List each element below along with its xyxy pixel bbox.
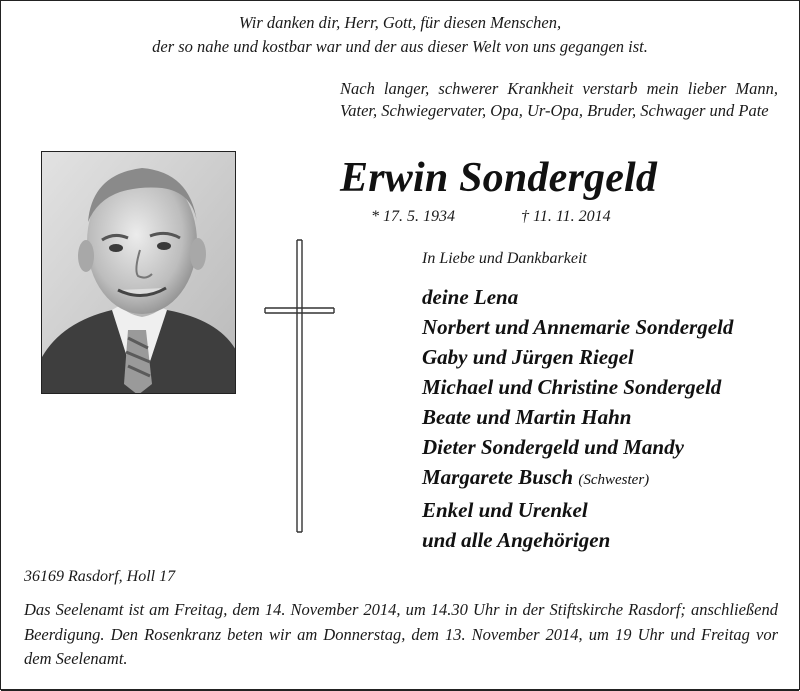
mourner: und alle Angehörigen xyxy=(422,528,611,552)
mourner-name: Margarete Busch xyxy=(422,465,574,489)
mourner: Dieter Sondergeld und Mandy xyxy=(422,435,684,459)
portrait-photo xyxy=(41,151,236,394)
mourner: deine Lena xyxy=(422,285,519,309)
death-date: † 11. 11. 2014 xyxy=(521,208,611,225)
mourner: Gaby und Jürgen Riegel xyxy=(422,345,634,369)
intro-line-1: Wir danken dir, Herr, Gott, für diesen Menschen, xyxy=(238,13,562,32)
cross-icon xyxy=(262,236,338,536)
mourner-note: (Schwester) xyxy=(578,472,650,488)
birth-date: * 17. 5. 1934 xyxy=(371,208,455,225)
deceased-name: Erwin Sondergeld xyxy=(340,155,658,201)
death-message: Nach langer, schwerer Krankheit verstarb mein lieber Mann, Vater, Schwiegervater, Opa, Ur-Opa, Bruder, Schwager und Pate xyxy=(340,79,778,120)
mourner: Norbert und Annemarie Sondergeld xyxy=(422,315,734,339)
mourners-list xyxy=(422,282,733,555)
family-address: 36169 Rasdorf, Holl 17 xyxy=(24,568,176,585)
mourner-sister xyxy=(422,462,733,495)
service-info: Das Seelenamt ist am Freitag, dem 14. November 2014, um 14.30 Uhr in der Stiftskirche Rasdorf; anschließend Beerdigung. Den Rosenkranz beten wir am Donnerstag, dem 13. November 2014, um 19 Uhr und Freitag vor dem Seelenamt. xyxy=(24,600,778,668)
intro-line-2: der so nahe und kostbar war und der aus dieser Welt von uns gegangen ist. xyxy=(152,37,648,56)
mourner: Beate und Martin Hahn xyxy=(422,405,632,429)
mourner: Enkel und Urenkel xyxy=(422,498,588,522)
mourners-lead: In Liebe und Dankbarkeit xyxy=(422,250,587,267)
portrait-image xyxy=(42,152,236,394)
mourner: Michael und Christine Sondergeld xyxy=(422,375,722,399)
